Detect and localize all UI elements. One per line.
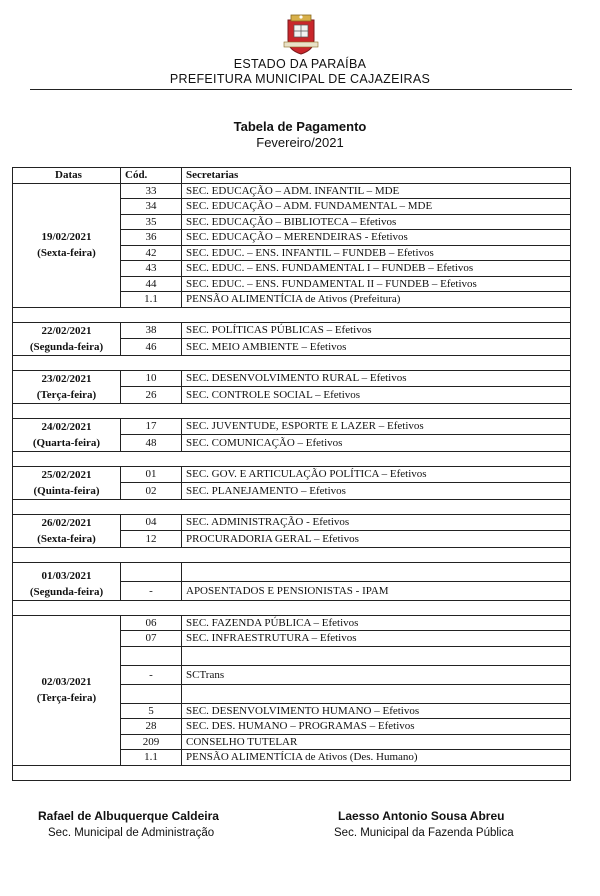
code-cell: 01 xyxy=(121,466,182,483)
payment-table xyxy=(12,167,571,781)
table-row xyxy=(13,418,571,435)
code-cell: - xyxy=(121,581,182,600)
separator-cell xyxy=(13,403,571,418)
code-cell: 46 xyxy=(121,339,182,356)
separator-cell xyxy=(13,307,571,322)
code-cell xyxy=(121,646,182,665)
separator-row xyxy=(13,547,571,562)
code-cell: 42 xyxy=(121,245,182,261)
separator-cell xyxy=(13,499,571,514)
separator-cell xyxy=(13,547,571,562)
separator-row xyxy=(13,403,571,418)
department-cell: SEC. EDUC. – ENS. INFANTIL – FUNDEB – Efetivos xyxy=(182,245,571,261)
code-cell: 1.1 xyxy=(121,750,182,766)
department-cell xyxy=(182,646,571,665)
separator-row xyxy=(13,499,571,514)
table-header-row xyxy=(13,168,571,184)
date-cell xyxy=(13,466,121,499)
code-cell: 48 xyxy=(121,435,182,452)
code-cell: 06 xyxy=(121,615,182,631)
department-cell: SEC. MEIO AMBIENTE – Efetivos xyxy=(182,339,571,356)
department-cell: SEC. DESENVOLVIMENTO HUMANO – Efetivos xyxy=(182,703,571,719)
code-cell: 36 xyxy=(121,230,182,246)
separator-row xyxy=(13,451,571,466)
payment-date: 24/02/2021 xyxy=(41,420,92,433)
payment-date: 25/02/2021 xyxy=(41,468,92,481)
separator-row xyxy=(13,355,571,370)
date-cell xyxy=(13,370,121,403)
code-cell: 17 xyxy=(121,418,182,435)
code-cell: 26 xyxy=(121,387,182,404)
separator-row xyxy=(13,600,571,615)
payment-date: 19/02/2021 xyxy=(41,231,92,243)
payment-weekday: (Terça-feira) xyxy=(36,388,97,401)
separator-row xyxy=(13,765,571,780)
department-cell: SCTrans xyxy=(182,665,571,684)
table-row xyxy=(13,466,571,483)
payment-weekday: (Terça-feira) xyxy=(36,692,97,704)
signature-role-right: Sec. Municipal da Fazenda Pública xyxy=(334,827,514,839)
payment-date: 23/02/2021 xyxy=(41,372,92,385)
department-cell xyxy=(182,684,571,703)
payment-date: 26/02/2021 xyxy=(41,516,92,529)
date-column-header: Datas xyxy=(13,168,121,184)
department-cell: SEC. EDUCAÇÃO – BIBLIOTECA – Efetivos xyxy=(182,214,571,230)
date-cell xyxy=(13,615,121,765)
code-cell: 5 xyxy=(121,703,182,719)
code-cell: 1.1 xyxy=(121,292,182,308)
state-name: ESTADO DA PARAÍBA xyxy=(233,57,367,71)
code-cell: 02 xyxy=(121,483,182,500)
payment-weekday: (Segunda-feira) xyxy=(29,585,104,598)
payment-weekday: (Sexta-feira) xyxy=(37,247,96,259)
department-cell: CONSELHO TUTELAR xyxy=(182,734,571,750)
signature-role-left: Sec. Municipal de Administração xyxy=(48,827,215,839)
payment-date: 02/03/2021 xyxy=(41,676,92,688)
department-cell: SEC. EDUC. – ENS. FUNDAMENTAL II – FUNDEB – Efetivos xyxy=(182,276,571,292)
coat-of-arms-icon xyxy=(282,12,320,56)
department-cell: SEC. EDUCAÇÃO – ADM. FUNDAMENTAL – MDE xyxy=(182,199,571,215)
payment-date: 01/03/2021 xyxy=(41,569,92,582)
table-row xyxy=(13,370,571,387)
code-cell: 10 xyxy=(121,370,182,387)
separator-cell xyxy=(13,600,571,615)
payment-weekday: (Segunda-feira) xyxy=(29,340,104,353)
department-cell: SEC. DESENVOLVIMENTO RURAL – Efetivos xyxy=(182,370,571,387)
department-cell xyxy=(182,562,571,581)
code-cell: 28 xyxy=(121,719,182,735)
city-hall-name: PREFEITURA MUNICIPAL DE CAJAZEIRAS xyxy=(169,72,431,86)
code-cell: 38 xyxy=(121,322,182,339)
department-cell: SEC. EDUCAÇÃO – ADM. INFANTIL – MDE xyxy=(182,183,571,199)
code-cell: 33 xyxy=(121,183,182,199)
code-cell: 35 xyxy=(121,214,182,230)
date-cell xyxy=(13,562,121,600)
department-column-header: Secretarias xyxy=(182,168,571,184)
document-title: Tabela de Pagamento xyxy=(233,119,367,134)
department-cell: PENSÃO ALIMENTÍCIA de Ativos (Des. Humano) xyxy=(182,750,571,766)
department-cell: SEC. EDUC. – ENS. FUNDAMENTAL I – FUNDEB – Efetivos xyxy=(182,261,571,277)
code-column-header: Cód. xyxy=(121,168,182,184)
payment-weekday: (Sexta-feira) xyxy=(37,532,96,545)
code-cell: 12 xyxy=(121,531,182,548)
department-cell: SEC. GOV. E ARTICULAÇÃO POLÍTICA – Efetivos xyxy=(182,466,571,483)
code-cell: 34 xyxy=(121,199,182,215)
table-row xyxy=(13,183,571,199)
department-cell: SEC. EDUCAÇÃO – MERENDEIRAS - Efetivos xyxy=(182,230,571,246)
date-cell xyxy=(13,322,121,355)
code-cell xyxy=(121,684,182,703)
code-cell: 43 xyxy=(121,261,182,277)
separator-cell xyxy=(13,765,571,780)
department-cell: SEC. JUVENTUDE, ESPORTE E LAZER – Efetivos xyxy=(182,418,571,435)
table-body xyxy=(13,183,571,780)
department-cell: SEC. DES. HUMANO – PROGRAMAS – Efetivos xyxy=(182,719,571,735)
table-row xyxy=(13,322,571,339)
date-cell xyxy=(13,418,121,451)
header-divider xyxy=(30,89,572,90)
table-row xyxy=(13,562,571,581)
table-row xyxy=(13,514,571,531)
department-cell: APOSENTADOS E PENSIONISTAS - IPAM xyxy=(182,581,571,600)
department-cell: SEC. COMUNICAÇÃO – Efetivos xyxy=(182,435,571,452)
department-cell: PROCURADORIA GERAL – Efetivos xyxy=(182,531,571,548)
separator-cell xyxy=(13,355,571,370)
code-cell: 04 xyxy=(121,514,182,531)
department-cell: SEC. ADMINISTRAÇÃO - Efetivos xyxy=(182,514,571,531)
code-cell: - xyxy=(121,665,182,684)
code-cell: 07 xyxy=(121,631,182,647)
department-cell: SEC. INFRAESTRUTURA – Efetivos xyxy=(182,631,571,647)
payment-weekday: (Quinta-feira) xyxy=(33,484,100,497)
department-cell: SEC. CONTROLE SOCIAL – Efetivos xyxy=(182,387,571,404)
separator-cell xyxy=(13,451,571,466)
signature-name-right: Laesso Antonio Sousa Abreu xyxy=(338,809,505,823)
code-cell xyxy=(121,562,182,581)
payment-date: 22/02/2021 xyxy=(41,324,92,337)
date-cell xyxy=(13,514,121,547)
table-row xyxy=(13,615,571,631)
department-cell: SEC. POLÍTICAS PÚBLICAS – Efetivos xyxy=(182,322,571,339)
payment-weekday: (Quarta-feira) xyxy=(32,436,101,449)
separator-row xyxy=(13,307,571,322)
signature-name-left: Rafael de Albuquerque Caldeira xyxy=(38,809,219,823)
code-cell: 44 xyxy=(121,276,182,292)
department-cell: PENSÃO ALIMENTÍCIA de Ativos (Prefeitura) xyxy=(182,292,571,308)
department-cell: SEC. FAZENDA PÚBLICA – Efetivos xyxy=(182,615,571,631)
document-subtitle: Fevereiro/2021 xyxy=(256,135,344,150)
date-cell xyxy=(13,183,121,307)
department-cell: SEC. PLANEJAMENTO – Efetivos xyxy=(182,483,571,500)
code-cell: 209 xyxy=(121,734,182,750)
